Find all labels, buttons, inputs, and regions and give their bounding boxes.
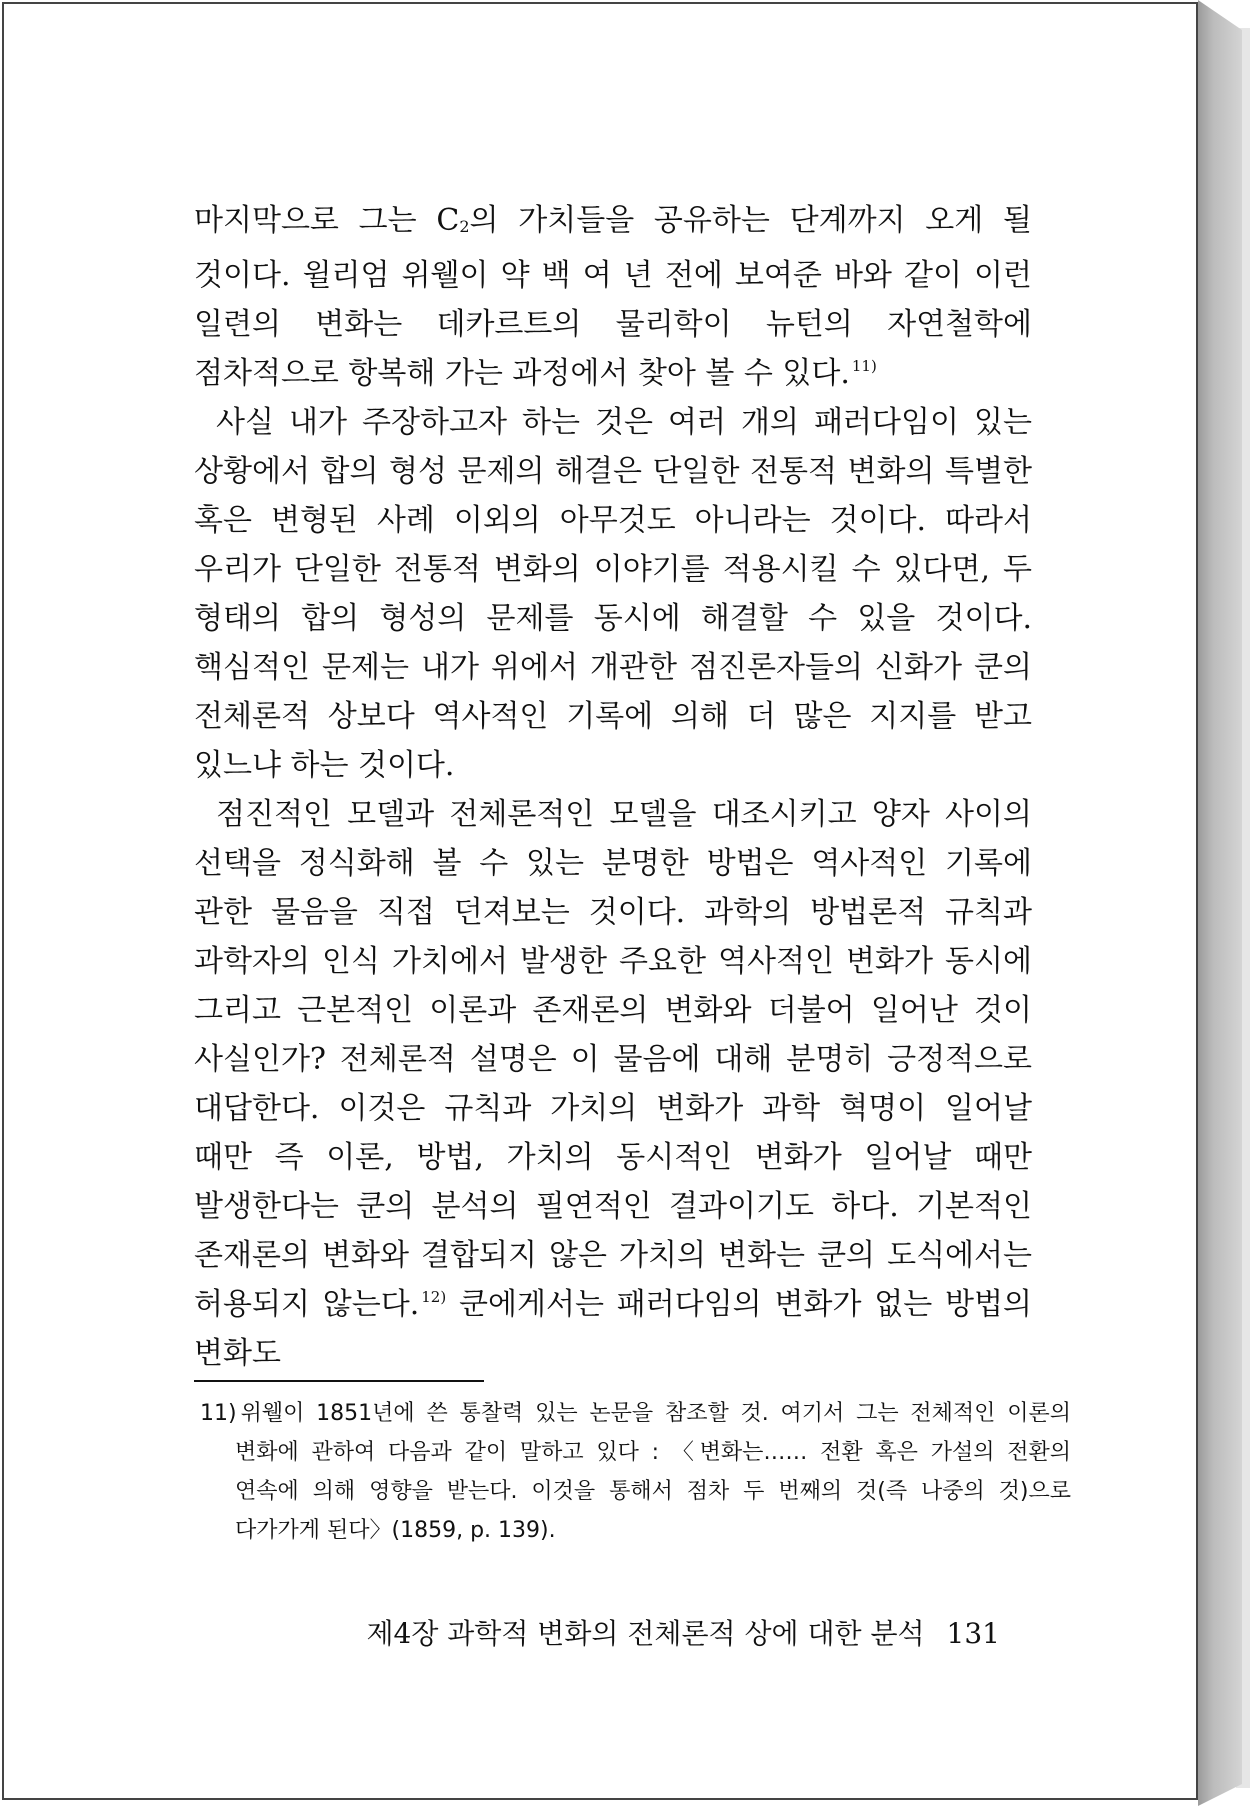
- paragraph-1-start: 마지막으로 그는 C: [194, 203, 460, 238]
- footnote-11: [200, 1394, 1071, 1550]
- footnote-ref-11: 11): [851, 357, 877, 375]
- footnote-divider: [194, 1380, 484, 1382]
- body-text: [194, 196, 1032, 1378]
- running-footer: [300, 1612, 1000, 1652]
- paragraph-3-text: 점진적인 모델과 전체론적인 모델을 대조시키고 양자 사이의 선택을 정식화해 볼 수 있는 분명한 방법은 역사적인 기록에 관한 물음을 직접 던져보는 것이다. 과학의 방법론적 규칙과 과학자의 인식 가치에서 발생한 주요한 역사적인 변화가 동시에 그리고 근본적인 이론과 존재론의 변화와 더불어 일어난 것이 사실인가? 전체론적 설명은 이 물음에 대해 분명히 긍정적으로 대답한다. 이것은 규칙과 가치의 변화가 과학 혁명이 일어날 때만 즉 이론, 방법, 가치의 동시적인 변화가 일어날 때만 발생한다는 쿤의 분석의 필연적인 결과이기도 하다. 기본적인 존재론의 변화와 결합되지 않은 가치의 변화는 쿤의 도식에서는 허용되지 않는다.: [194, 797, 1032, 1322]
- paragraph-1-rest: 의 가치들을 공유하는 단계까지 오게 될 것이다. 윌리엄 위웰이 약 백 여 년 전에 보여준 바와 같이 이런 일련의 변화는 데카르트의 물리학이 뉴턴의 자연철학에 점차적으로 항복해 가는 과정에서 찾아 볼 수 있다.: [194, 203, 1032, 391]
- footnote-text: 위웰이 1851년에 쓴 통찰력 있는 논문을 참조할 것. 여기서 그는 전체적인 이론의 변화에 관하여 다음과 같이 말하고 있다 : 〈변화는…… 전환 혹은 가설의 전환의 연속에 의해 영향을 받는다. 이것을 통해서 점차 두 번째의 것(즉 나중의 것)으로 다가가게 된다〉(1859, p. 139).: [235, 1401, 1071, 1543]
- paragraph-1: [194, 196, 1032, 398]
- running-title: 제4장 과학적 변화의 전체론적 상에 대한 분석: [366, 1617, 925, 1650]
- page-number: 131: [946, 1617, 1000, 1650]
- paragraph-2: 사실 내가 주장하고자 하는 것은 여러 개의 패러다임이 있는 상황에서 합의 형성 문제의 해결은 단일한 전통적 변화의 특별한 혹은 변형된 사례 이외의 아무것도 아니라는 것이다. 따라서 우리가 단일한 전통적 변화의 이야기를 적용시킬 수 있다면, 두 형태의 합의 형성의 문제를 동시에 해결할 수 있을 것이다. 핵심적인 문제는 내가 위에서 개관한 점진론자들의 신화가 쿤의 전체론적 상보다 역사적인 기록에 의해 더 많은 지지를 받고 있느냐 하는 것이다.: [194, 405, 1032, 783]
- footnote-ref-12: 12): [421, 1288, 447, 1306]
- paragraph-3-tail: 쿤에게서는 패러다임의 변화가 없는 방법의 변화도: [194, 1287, 1032, 1371]
- page-side-edge: [1198, 0, 1242, 1806]
- subscript-2: 2: [459, 217, 470, 236]
- footnote-number: 11): [200, 1401, 237, 1426]
- paragraph-3: [194, 790, 1032, 1378]
